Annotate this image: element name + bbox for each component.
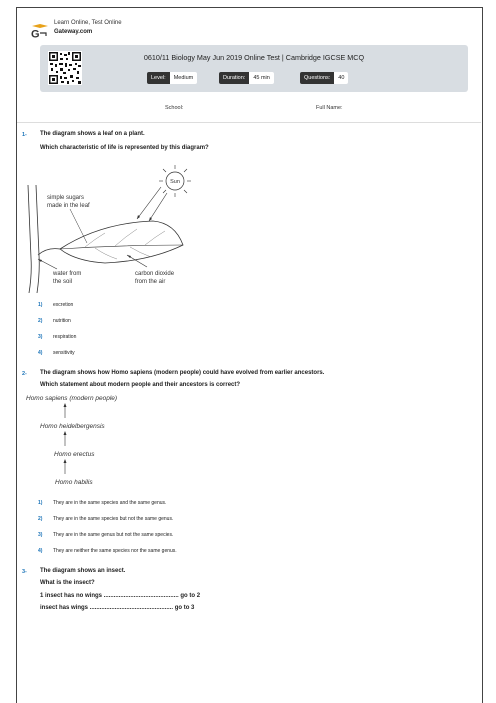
species-homo-erectus: Homo erectus xyxy=(54,451,95,458)
level-value: Medium xyxy=(170,72,198,84)
brand-tagline: Learn Online, Test Online xyxy=(54,20,122,26)
q1-option-4-number[interactable]: 4) xyxy=(38,350,43,356)
sugars-label-1: simple sugars xyxy=(47,195,85,201)
question-3-number: 3- xyxy=(22,569,27,575)
q1-option-1-number[interactable]: 1) xyxy=(38,302,43,308)
level-label: Level: xyxy=(147,72,170,84)
question-3-line-2: What is the insect? xyxy=(40,580,95,586)
gateway-logo-icon xyxy=(30,24,48,38)
duration-value: 45 min xyxy=(249,72,274,84)
q1-option-2[interactable]: nutrition xyxy=(53,318,71,324)
level-badge xyxy=(147,72,197,84)
q1-option-3-number[interactable]: 3) xyxy=(38,334,43,340)
q1-option-1[interactable]: excretion xyxy=(53,302,74,308)
question-2-line-1: The diagram shows how Homo sapiens (modern people) could have evolved from earlier ancestors. xyxy=(40,370,325,376)
q1-option-2-number[interactable]: 2) xyxy=(38,318,43,324)
q1-option-3[interactable]: respiration xyxy=(53,334,77,340)
test-title: 0610/11 Biology May Jun 2019 Online Test | Cambridge IGCSE MCQ xyxy=(143,53,365,62)
q2-option-2-number[interactable]: 2) xyxy=(38,516,43,522)
q2-option-1[interactable]: They are in the same species and the same genus. xyxy=(53,500,167,506)
q2-option-4-number[interactable]: 4) xyxy=(38,548,43,554)
questions-badge xyxy=(300,72,348,84)
species-homo-heidelbergensis: Homo heidelbergensis xyxy=(40,423,105,430)
leaf-diagram xyxy=(25,163,225,293)
co2-label-2: from the air xyxy=(135,279,166,285)
q2-option-3-number[interactable]: 3) xyxy=(38,532,43,538)
water-label-1: water from xyxy=(53,271,82,277)
svg-text:G: G xyxy=(31,28,40,38)
q2-option-1-number[interactable]: 1) xyxy=(38,500,43,506)
questions-value: 40 xyxy=(334,72,348,84)
question-1-line-1: The diagram shows a leaf on a plant. xyxy=(40,131,145,137)
q2-option-2[interactable]: They are in the same species but not the same genus. xyxy=(53,516,174,522)
question-3-line-1: The diagram shows an insect. xyxy=(40,568,126,574)
full-name-label: Full Name: xyxy=(316,105,343,111)
water-label-2: the soil xyxy=(53,279,73,285)
questions-label: Questions: xyxy=(300,72,334,84)
sun-label: Sun xyxy=(170,179,180,185)
divider xyxy=(17,122,481,123)
leaf-shape xyxy=(60,221,183,263)
question-1-number: 1- xyxy=(22,132,27,138)
question-2-number: 2- xyxy=(22,371,27,377)
duration-badge xyxy=(219,72,274,84)
evolution-diagram xyxy=(24,390,164,490)
q1-option-4[interactable]: sensitivity xyxy=(53,350,75,356)
q2-option-4[interactable]: They are neither the same species nor the same genus. xyxy=(53,548,177,554)
school-label: School: xyxy=(165,105,184,111)
question-2-line-2: Which statement about modern people and their ancestors is correct? xyxy=(40,382,241,388)
question-3-key-2: insect has wings .................................................. go to 3 xyxy=(40,605,195,611)
species-homo-habilis: Homo habilis xyxy=(55,479,93,486)
sugars-label-2: made in the leaf xyxy=(47,203,90,209)
question-1-line-2: Which characteristic of life is represented by this diagram? xyxy=(40,145,209,151)
duration-label: Duration: xyxy=(219,72,249,84)
test-header xyxy=(40,45,468,92)
q2-option-3[interactable]: They are in the same genus but not the same species. xyxy=(53,532,174,538)
species-homo-sapiens: Homo sapiens (modern people) xyxy=(26,395,118,402)
brand-site: Gateway.com xyxy=(54,29,93,35)
co2-label-1: carbon dioxide xyxy=(135,271,175,277)
question-3-key-1: 1 insect has no wings ............................................. go to 2 xyxy=(40,593,201,599)
